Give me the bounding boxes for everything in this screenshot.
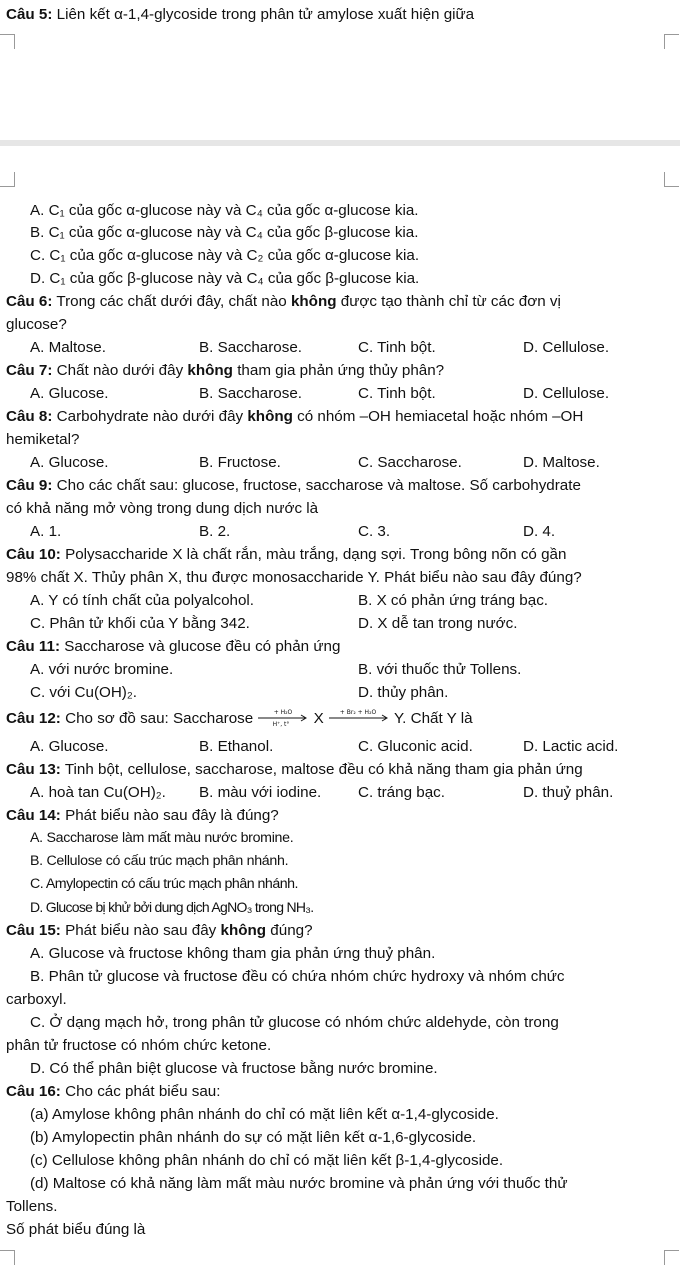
option-c: C. Tinh bột. (358, 339, 436, 356)
question-text: Carbohydrate nào dưới đây (56, 408, 244, 425)
statement-b: B. Phân tử glucose và fructose đều có chứa nhóm chức hydroxy và nhóm chức (30, 968, 565, 985)
question-text: Cho các chất sau: glucose, fructose, saccharose và maltose. Số carbohydrate (56, 477, 581, 494)
reaction-arrow-1 (257, 708, 309, 728)
option-a: A. Y có tính chất của polyalcohol. (30, 592, 255, 609)
statement-b: (b) Amylopectin phân nhánh do sự có mặt liên kết α-1,6-glycoside. (30, 1129, 477, 1146)
question-5 (6, 4, 474, 25)
question-label: Câu 16: (6, 1083, 61, 1100)
intermediate-x: X (313, 710, 324, 727)
option-b: B. Saccharose. (199, 385, 302, 402)
question-label: Câu 13: (6, 761, 61, 778)
question-9 (6, 475, 581, 496)
question-text-cont: glucose? (6, 316, 67, 333)
question-text: Polysaccharide X là chất rắn, màu trắng, dạng sợi. Trong bông nõn có gần (65, 546, 567, 563)
crop-corner (0, 34, 15, 49)
statement-a: (a) Amylose không phân nhánh do chỉ có mặt liên kết α-1,4-glycoside. (30, 1106, 499, 1123)
question-label: Câu 11: (6, 638, 61, 655)
crop-corner (0, 1250, 15, 1265)
crop-corner (664, 1250, 679, 1265)
statement-b-cont: carboxyl. (6, 991, 67, 1008)
option-b: B. Ethanol. (199, 738, 274, 755)
question-label: Câu 10: (6, 546, 61, 563)
question-text: Liên kết α-1,4-glycoside trong phân tử amylose xuất hiện giữa (56, 6, 475, 23)
option-d: D. C₁ của gốc β-glucose này và C₄ của gốc β-glucose kia. (30, 270, 420, 287)
statement-d: D. Có thể phân biệt glucose và fructose bằng nước bromine. (30, 1060, 438, 1077)
question-label: Câu 8: (6, 408, 53, 425)
reaction-arrow-2 (328, 708, 390, 726)
question-10 (6, 544, 566, 565)
question-11 (6, 636, 340, 657)
question-text-cont: 98% chất X. Thủy phân X, thu được monosaccharide Y. Phát biểu nào sau đây đúng? (6, 569, 582, 586)
option-b: B. 2. (199, 523, 231, 540)
option-a: A. hoà tan Cu(OH)₂. (30, 784, 166, 801)
question-16 (6, 1081, 220, 1102)
question-text: Phát biểu nào sau đây là đúng? (65, 807, 279, 824)
question-text: có nhóm –OH hemiacetal hoặc nhóm –OH (297, 408, 584, 425)
question-label: Câu 7: (6, 362, 53, 379)
statement-d: (d) Maltose có khả năng làm mất màu nước bromine và phản ứng với thuốc thử (30, 1175, 568, 1192)
question-emphasis: không (187, 362, 233, 379)
question-text: Cho sơ đồ sau: Saccharose (65, 710, 254, 727)
question-text-cont: có khả năng mở vòng trong dung dịch nước là (6, 500, 319, 517)
crop-corner (664, 34, 679, 49)
option-a: A. Saccharose làm mất màu nước bromine. (30, 830, 294, 846)
question-6 (6, 291, 561, 312)
question-13 (6, 759, 583, 780)
arrow-bottom-label: H⁺, t° (273, 720, 290, 728)
option-a: A. Maltose. (30, 339, 106, 356)
question-14 (6, 805, 279, 826)
option-d: D. thuỷ phân. (523, 784, 614, 801)
option-c: C. với Cu(OH)₂. (30, 684, 137, 701)
question-text: Saccharose và glucose đều có phản ứng (64, 638, 341, 655)
question-text-cont: hemiketal? (6, 431, 80, 448)
crop-corner (0, 172, 15, 187)
option-d: D. Cellulose. (523, 385, 610, 402)
option-b: B. C₁ của gốc α-glucose này và C₄ của gốc β-glucose kia. (30, 224, 419, 241)
option-d: D. Lactic acid. (523, 738, 619, 755)
option-d: D. Cellulose. (523, 339, 610, 356)
option-b: B. màu với iodine. (199, 784, 322, 801)
option-b: B. Cellulose có cấu trúc mạch phân nhánh. (30, 853, 289, 869)
option-c: C. tráng bạc. (358, 784, 445, 801)
question-8 (6, 406, 583, 427)
option-c: C. 3. (358, 523, 391, 540)
question-15 (6, 920, 313, 941)
statement-c: C. Ở dạng mạch hở, trong phân tử glucose có nhóm chức aldehyde, còn trong (30, 1014, 559, 1031)
question-text: Chất nào dưới đây (56, 362, 184, 379)
arrow-top-label: + H₂O (274, 708, 293, 716)
option-c: C. Amylopectin có cấu trúc mạch phân nhánh. (30, 876, 298, 892)
option-c: C. Saccharose. (358, 454, 462, 471)
option-b: B. X có phản ứng tráng bạc. (358, 592, 549, 609)
question-label: Câu 14: (6, 807, 61, 824)
statement-c: (c) Cellulose không phân nhánh do chỉ có mặt liên kết β-1,4-glycoside. (30, 1152, 504, 1169)
option-a: A. 1. (30, 523, 62, 540)
statement-d-cont: Tollens. (6, 1198, 58, 1215)
option-d: D. thủy phân. (358, 684, 449, 701)
option-a: A. Glucose. (30, 454, 109, 471)
question-text: Phát biểu nào sau đây (65, 922, 217, 939)
question-label: Câu 12: (6, 710, 61, 727)
option-b: B. Saccharose. (199, 339, 302, 356)
option-b: B. với thuốc thử Tollens. (358, 661, 522, 678)
question-12 (6, 708, 473, 729)
option-d: D. 4. (523, 523, 556, 540)
option-c: C. Tinh bột. (358, 385, 436, 402)
option-d: D. Maltose. (523, 454, 600, 471)
question-text: đúng? (270, 922, 313, 939)
option-a: A. với nước bromine. (30, 661, 174, 678)
question-text: được tạo thành chỉ từ các đơn vị (340, 293, 561, 310)
option-a: A. Glucose. (30, 385, 109, 402)
statement-c-cont: phân tử fructose có nhóm chức ketone. (6, 1037, 272, 1054)
option-c: C. Phân tử khối của Y bằng 342. (30, 615, 250, 632)
option-a: A. C₁ của gốc α-glucose này và C₄ của gốc α-glucose kia. (30, 202, 419, 219)
option-d: D. Glucose bị khử bởi dung dịch AgNO₃ trong NH₃. (30, 899, 314, 915)
question-label: Câu 15: (6, 922, 61, 939)
question-text: Trong các chất dưới đây, chất nào (56, 293, 287, 310)
question-text: Tinh bột, cellulose, saccharose, maltose đều có khả năng tham gia phản ứng (64, 761, 583, 778)
question-text: tham gia phản ứng thủy phân? (237, 362, 445, 379)
question-label: Câu 5: (6, 6, 53, 23)
option-c: C. C₁ của gốc α-glucose này và C₂ của gốc α-glucose kia. (30, 247, 420, 264)
question-label: Câu 9: (6, 477, 53, 494)
question-emphasis: không (247, 408, 293, 425)
option-a: A. Glucose. (30, 738, 109, 755)
question-text: Cho các phát biểu sau: (65, 1083, 221, 1100)
question-text: Y. Chất Y là (394, 710, 473, 727)
option-d: D. X dễ tan trong nước. (358, 615, 518, 632)
crop-corner (664, 172, 679, 187)
statement-a: A. Glucose và fructose không tham gia phản ứng thuỷ phân. (30, 945, 436, 962)
section-divider (0, 140, 680, 146)
question-emphasis: không (290, 293, 337, 310)
question-prompt: Số phát biểu đúng là (6, 1221, 146, 1238)
question-label: Câu 6: (6, 293, 53, 310)
question-emphasis: không (220, 922, 267, 939)
question-7 (6, 360, 444, 381)
option-b: B. Fructose. (199, 454, 281, 471)
arrow-top-label: + Br₂ + H₂O (339, 708, 377, 716)
option-c: C. Gluconic acid. (358, 738, 473, 755)
